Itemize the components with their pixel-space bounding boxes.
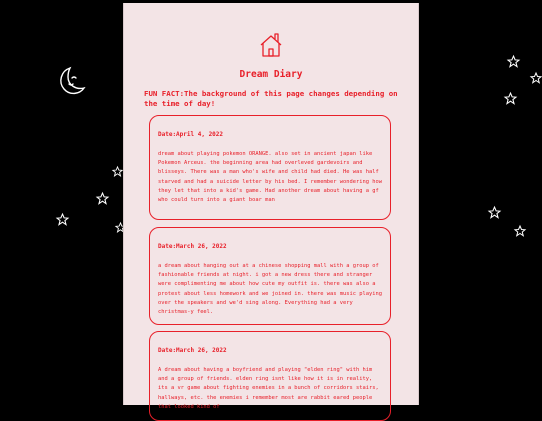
house-icon[interactable]: [259, 31, 283, 59]
entry-text: A dream about having a boyfriend and playing "elden ring" with him and a group of friends. elden ring isnt like how it is in reality, its a vr game about fighting enemies in a bunch of corridors stairs, hallways, etc. the enemies i remember most are rabbit eared people that looked kind of: [158, 367, 379, 410]
diary-entry-card: [149, 115, 391, 220]
star-icon: [96, 192, 109, 205]
entry-date: Date:March 26, 2022: [158, 347, 227, 354]
entry-date: Date:April 4, 2022: [158, 131, 224, 138]
star-icon: [56, 213, 69, 226]
entry-text: a dream about hanging out at a chinese shopping mall with a group of fashionable friends at night. i got a new dress there and stranger were complimenting me about how cute my outfit is. there was also a protest about less homework and we joined in. there was music playing over the speakers and we'd sing along. Everything had a very christmas-y feel.: [158, 263, 382, 316]
moon-face-icon: [56, 65, 86, 97]
star-icon: [514, 225, 526, 237]
star-icon: [504, 92, 517, 105]
entry-text: dream about playing pokemon ORANGE. also set in ancient japan like Pokemon Arceus. the beginning area had overleved gardevoirs and blisseys. There was a man who's wife and child had died. He was half starved and had a suicide letter by his bed. I remember wondering how they let that into a kid's game. Had another dream about having a gf who could turn into a giant boar man: [158, 151, 382, 204]
star-icon: [507, 55, 520, 68]
entry-date: Date:March 26, 2022: [158, 243, 227, 250]
fun-fact-text: FUN FACT:The background of this page changes depending on the time of day!: [144, 89, 398, 108]
star-icon: [530, 72, 542, 84]
diary-page[interactable]: [123, 3, 419, 410]
diary-entry-card: [149, 227, 391, 325]
page-title: Dream Diary: [239, 69, 303, 80]
star-icon: [112, 166, 123, 177]
star-icon: [488, 206, 501, 219]
diary-entry-card: [149, 331, 391, 421]
